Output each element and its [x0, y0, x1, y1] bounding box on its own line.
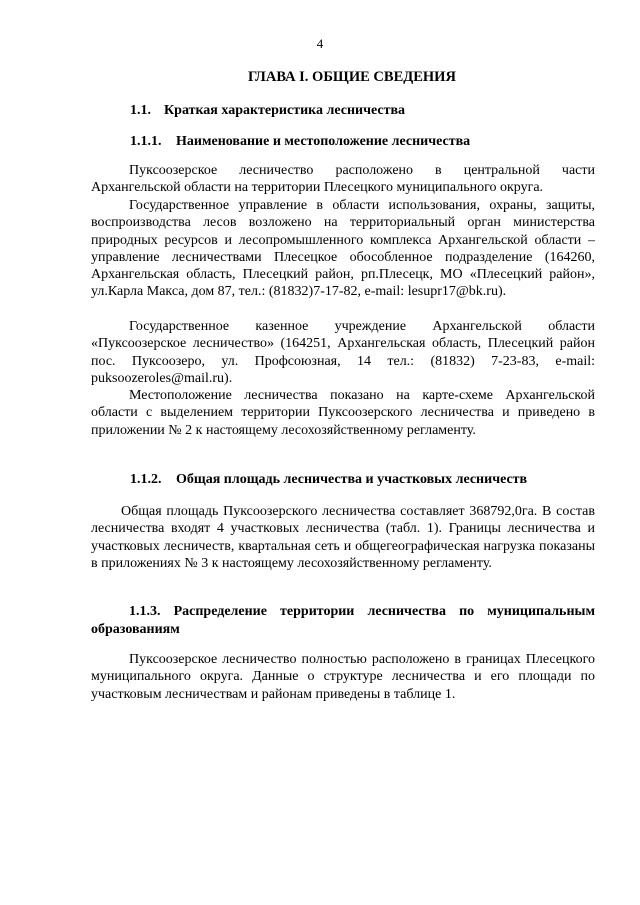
- section-1-1-3-heading: [91, 603, 595, 638]
- section-1-1-2-heading: [130, 472, 527, 488]
- section-number: 1.1.: [130, 103, 151, 118]
- section-1-1-1-heading: [130, 134, 470, 150]
- paragraph-location: Пуксоозерское лесничество расположено в центральной части Архангельской области на территории Плесецкого муниципального округа.: [91, 163, 595, 196]
- section-number: 1.1.3.: [129, 604, 161, 619]
- paragraph-map-reference: Местоположение лесничества показано на карте-схеме Архангельской области с выделением территории Пуксоозерского лесничества и приведено в приложении № 2 к настоящему лесохозяйственному регламенту.: [91, 388, 595, 438]
- paragraph-total-area: Общая площадь Пуксоозерского лесничества составляет 368792,0га. В состав лесничества входят 4 участковых лесничества (табл. 1). Границы лесничества и участковых лесничеств, квартальная сеть и общегеографическая нагрузка показаны в приложениях № 3 к настоящему лесохозяйственному регламенту.: [91, 504, 595, 571]
- section-number: 1.1.1.: [130, 134, 162, 149]
- section-number: 1.1.2.: [130, 472, 162, 487]
- paragraph-municipal-distribution: Пуксоозерское лесничество полностью расположено в границах Плесецкого муниципального округа. Данные о структуре лесничества и его площади по участковым лесничествам и районам приведены в таблице 1.: [91, 652, 595, 702]
- paragraph-institution: Государственное казенное учреждение Архангельской области «Пуксоозерское лесничество» (164251, Архангельская область, Плесецкий район пос. Пуксоозеро, ул. Профсоюзная, 14 тел.: (81832) 7-23-83, e-mail: puksoozeroles@mail.ru).: [91, 319, 595, 386]
- section-title: Краткая характеристика лесничества: [164, 103, 406, 118]
- page-number: 4: [316, 36, 324, 51]
- section-title: Распределение территории лесничества по муниципальным образованиям: [91, 604, 595, 637]
- chapter-title: ГЛАВА I. ОБЩИЕ СВЕДЕНИЯ: [248, 69, 456, 85]
- section-title: Наименование и местоположение лесничества: [176, 134, 471, 149]
- section-title: Общая площадь лесничества и участковых лесничеств: [176, 472, 528, 487]
- section-1-1-heading: [130, 103, 405, 119]
- paragraph-management: Государственное управление в области использования, охраны, защиты, воспроизводства лесов возложено на территориальный орган министерства природных ресурсов и лесопромышленного комплекса Архангельской области – управление лесничествами Плесецкое обособленное подразделение (164260, Архангельская область, Плесецкий район, рп.Плесецк, МО «Плесецкий район», ул.Карла Макса, дом 87, тел.: (81832)7-17-82, e-mail: lesupr17@bk.ru).: [91, 198, 595, 300]
